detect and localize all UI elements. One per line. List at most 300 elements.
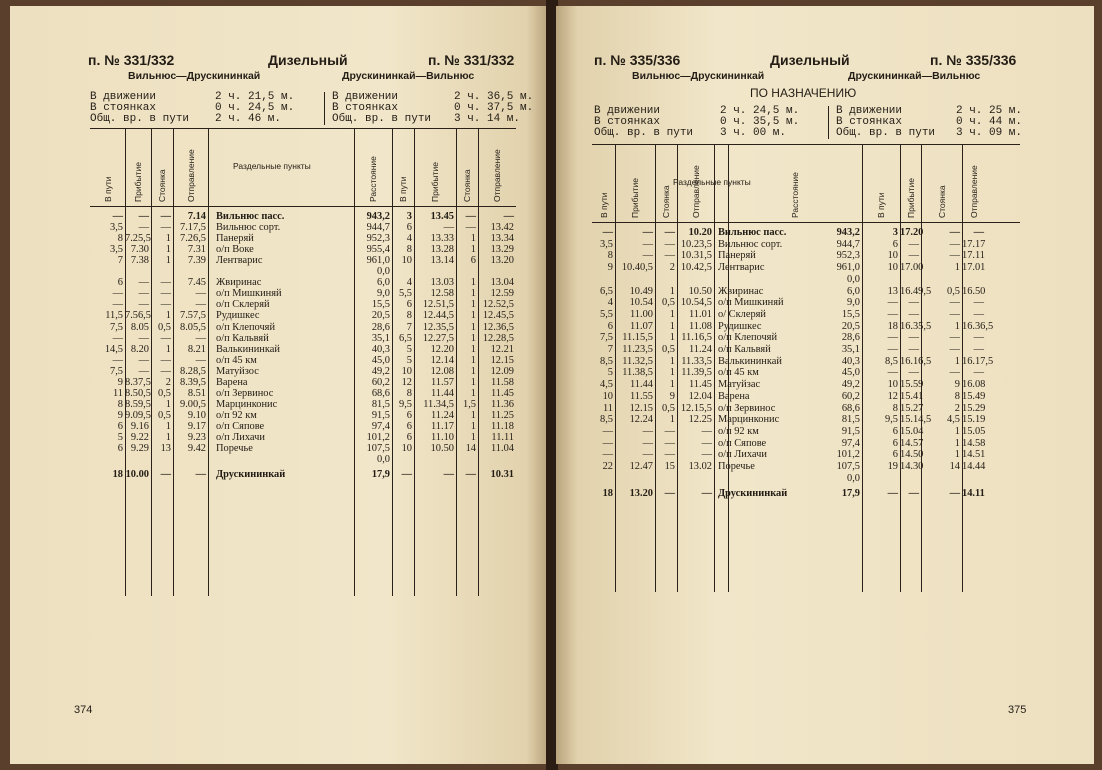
- cell-distance: 107,5: [836, 461, 860, 472]
- cell-travel-out: 11: [602, 402, 613, 414]
- cell-distance: 17,9: [371, 469, 390, 481]
- column-header: Прибытие: [430, 162, 440, 202]
- table-row: [556, 345, 1094, 355]
- cell-travel-out: 8,5: [600, 414, 613, 426]
- cell-travel-out: 8: [117, 398, 123, 410]
- cell-distance: 943,2: [836, 227, 860, 238]
- column-header: Стоянка: [462, 169, 472, 202]
- cell-travel-ret: 6,5: [399, 332, 412, 344]
- cell-departure-out: 7.57,5: [180, 310, 206, 322]
- cell-arrival-out: 7.30: [130, 244, 149, 256]
- table-row: [10, 422, 548, 432]
- header-stations: Раздельные пункты: [233, 161, 311, 171]
- table-row: [556, 439, 1094, 449]
- cell-arrival-out: 9.16: [130, 420, 149, 432]
- cell-station: Лентварис: [216, 255, 263, 267]
- column-header: Отправление: [492, 149, 502, 202]
- cell-departure-ret: 17.17: [962, 238, 986, 250]
- cell-stop-out: —: [160, 332, 171, 344]
- column-header: Расстояние: [790, 172, 800, 218]
- table-row: [556, 228, 1094, 238]
- cell-departure-out: 7.31: [187, 244, 206, 256]
- cell-travel-out: —: [112, 211, 123, 222]
- cell-stop-out: —: [160, 365, 171, 377]
- cell-arrival-out: —: [138, 354, 149, 366]
- cell-departure-ret: 11.04: [491, 443, 514, 455]
- cell-arrival-out: —: [642, 227, 653, 238]
- table-row: [556, 392, 1094, 402]
- cell-arrival-ret: 12.35,5: [422, 321, 454, 333]
- cell-departure-out: —: [195, 354, 206, 366]
- cell-travel-ret: 6: [892, 437, 898, 449]
- cell-distance: 101,2: [836, 449, 860, 461]
- cell-station: Панеряй: [718, 250, 756, 262]
- cell-travel-ret: 5,5: [399, 288, 412, 300]
- cell-stop-out: 1: [165, 343, 171, 355]
- table-row: [10, 300, 548, 310]
- header-stations: Раздельные пункты: [673, 177, 751, 187]
- cell-arrival-out: —: [138, 277, 149, 289]
- cell-arrival-out: 11.07: [630, 320, 653, 332]
- cell-stop-out: —: [664, 250, 675, 262]
- cell-arrival-out: 12.15: [629, 402, 653, 414]
- cell-travel-out: 6: [117, 443, 123, 455]
- cell-travel-ret: 10: [887, 250, 898, 262]
- cell-arrival-out: —: [138, 299, 149, 311]
- summary-ret-label: Общ. вр. в пути: [332, 113, 432, 125]
- cell-stop-ret: —: [949, 344, 960, 355]
- cell-distance: 943,2: [366, 211, 390, 222]
- cell-arrival-ret: —: [908, 250, 919, 262]
- cell-departure-out: 7.39: [187, 255, 206, 267]
- cell-travel-ret: 19: [887, 461, 898, 472]
- train-number-left: п. № 335/336: [594, 52, 681, 68]
- cell-distance: 35,1: [841, 344, 860, 355]
- cell-stop-out: —: [160, 211, 171, 222]
- table-row: [10, 311, 548, 321]
- cell-distance: 6,0: [377, 277, 390, 289]
- cell-stop-ret: —: [949, 238, 960, 250]
- cell-arrival-out: 10.54: [629, 297, 653, 309]
- cell-travel-ret: 4: [406, 233, 412, 245]
- cell-travel-out: 9: [607, 262, 613, 274]
- cell-travel-ret: 6: [892, 238, 898, 250]
- cell-arrival-out: 8.50,5: [125, 387, 151, 399]
- cell-arrival-out: 7.56,5: [125, 310, 151, 322]
- cell-departure-out: —: [701, 425, 712, 437]
- cell-station: Марцинконис: [216, 398, 278, 410]
- cell-arrival-out: 8.59,5: [125, 398, 151, 410]
- cell-arrival-out: 10.49: [629, 285, 653, 297]
- cell-station: Поречье: [216, 443, 253, 455]
- cell-departure-out: 11.08: [689, 320, 712, 332]
- cell-travel-ret: 6: [406, 420, 412, 432]
- cell-departure-out: 7.17,5: [180, 222, 206, 234]
- cell-arrival-ret: 12.14: [430, 354, 454, 366]
- cell-stop-out: 1: [669, 308, 675, 320]
- summary-ret-label: В движении: [332, 91, 399, 103]
- cell-departure-ret: —: [973, 227, 984, 238]
- cell-station: Матуйзас: [718, 379, 761, 391]
- cell-stop-out: 9: [669, 390, 675, 402]
- table-row: [10, 245, 548, 255]
- cell-departure-ret: 15.49: [962, 390, 986, 402]
- cell-travel-ret: 10: [401, 443, 412, 455]
- cell-travel-ret: —: [887, 488, 898, 500]
- schedule-note: ПО НАЗНАЧЕНИЮ: [750, 86, 857, 100]
- cell-travel-ret: 6: [892, 449, 898, 461]
- cell-travel-ret: 10: [401, 365, 412, 377]
- cell-distance: 944,7: [366, 222, 390, 234]
- page-number: 375: [1008, 704, 1027, 716]
- cell-departure-out: 11.45: [689, 379, 712, 391]
- table-top-rule: [90, 128, 516, 129]
- table-row: [10, 444, 548, 454]
- table-row: [10, 411, 548, 421]
- table-row: [556, 368, 1094, 378]
- cell-stop-ret: 1: [470, 288, 476, 300]
- summary-out-value: 3 ч. 00 м.: [720, 127, 787, 139]
- cell-arrival-ret: 16.49,5: [900, 285, 932, 297]
- cell-arrival-out: 11.38,5: [622, 367, 653, 379]
- cell-stop-out: —: [160, 288, 171, 300]
- cell-station: Валькининкай: [216, 343, 280, 355]
- cell-stop-out: 1: [165, 233, 171, 245]
- summary-ret-value: 3 ч. 09 м.: [956, 127, 1023, 139]
- table-row: [10, 400, 548, 410]
- cell-departure-out: 8.28,5: [180, 365, 206, 377]
- cell-station: о/ Склеряй: [718, 308, 766, 320]
- cell-departure-out: 10.54,5: [680, 297, 712, 309]
- cell-station: Варена: [216, 376, 248, 388]
- cell-stop-ret: —: [949, 488, 960, 500]
- cell-departure-out: —: [195, 299, 206, 311]
- cell-travel-out: 8: [607, 250, 613, 262]
- cell-distance: 952,3: [366, 233, 390, 245]
- cell-arrival-out: —: [642, 449, 653, 461]
- cell-travel-out: 7,5: [110, 321, 123, 333]
- cell-departure-ret: 16.50: [962, 285, 986, 297]
- cell-travel-out: 4,5: [600, 379, 613, 391]
- cell-arrival-out: —: [642, 425, 653, 437]
- cell-stop-out: 1: [669, 355, 675, 367]
- cell-distance: 944,7: [836, 238, 860, 250]
- table-row: [10, 356, 548, 366]
- cell-stop-ret: 1: [470, 332, 476, 344]
- cell-stop-out: —: [664, 449, 675, 461]
- cell-arrival-ret: 17.20: [900, 227, 924, 238]
- cell-stop-out: 1: [165, 310, 171, 322]
- cell-stop-ret: 1: [470, 321, 476, 333]
- cell-arrival-out: —: [138, 288, 149, 300]
- cell-arrival-out: 10.00: [125, 469, 149, 481]
- cell-stop-ret: 1: [470, 432, 476, 443]
- cell-arrival-out: 8.05: [130, 321, 149, 333]
- cell-stop-ret: 1: [470, 409, 476, 421]
- route-return: Друскининкай—Вильнюс: [342, 70, 475, 82]
- cell-stop-ret: 8: [954, 390, 960, 402]
- cell-travel-ret: 6: [406, 222, 412, 234]
- cell-station: Вильнюс сорт.: [718, 238, 783, 250]
- cell-departure-ret: 16.08: [962, 379, 986, 391]
- cell-departure-ret: 13.20: [490, 255, 514, 267]
- cell-distance: 49,2: [371, 365, 390, 377]
- cell-travel-ret: 18: [887, 320, 898, 332]
- table-head-rule: [90, 206, 516, 207]
- cell-stop-out: 0,5: [158, 321, 171, 333]
- cell-stop-ret: 1: [470, 343, 476, 355]
- cell-distance: 40,3: [371, 343, 390, 355]
- cell-distance: 81,5: [841, 414, 860, 426]
- cell-travel-ret: 3: [406, 211, 412, 222]
- cell-stop-ret: —: [465, 211, 476, 222]
- cell-arrival-ret: —: [908, 238, 919, 250]
- cell-station: о/п 92 км: [216, 409, 257, 421]
- cell-departure-out: —: [195, 469, 206, 481]
- train-number-right: п. № 331/332: [428, 52, 515, 68]
- summary-ret-value: 2 ч. 36,5 м.: [454, 91, 534, 103]
- cell-departure-ret: —: [973, 297, 984, 309]
- cell-departure-ret: 15.05: [962, 425, 986, 437]
- table-row: [556, 489, 1094, 499]
- cell-travel-out: —: [112, 288, 123, 300]
- cell-travel-out: —: [602, 227, 613, 238]
- cell-arrival-out: 12.47: [629, 461, 653, 472]
- summary-ret-label: В стоянках: [836, 116, 903, 128]
- cell-distance: 91,5: [841, 425, 860, 437]
- cell-stop-ret: 9: [954, 379, 960, 391]
- cell-station: о/п Кальвяй: [216, 332, 269, 344]
- cell-stop-out: —: [664, 238, 675, 250]
- cell-arrival-ret: 11.10: [431, 432, 454, 443]
- summary-ret-label: В движении: [836, 105, 903, 117]
- cell-station: Рудишкес: [216, 310, 260, 322]
- cell-departure-out: 10.31,5: [680, 250, 712, 262]
- cell-station: Жвиринас: [718, 285, 764, 297]
- column-header: Стоянка: [661, 185, 671, 218]
- cell-stop-out: —: [160, 222, 171, 234]
- cell-stop-out: 1: [669, 332, 675, 344]
- cell-departure-ret: 14.11: [962, 488, 985, 500]
- cell-arrival-ret: 12.58: [430, 288, 454, 300]
- cell-arrival-out: —: [138, 365, 149, 377]
- cell-stop-ret: 1: [470, 310, 476, 322]
- cell-travel-out: 6: [607, 320, 613, 332]
- cell-arrival-out: 11.32,5: [622, 355, 653, 367]
- cell-arrival-ret: 13.03: [430, 277, 454, 289]
- cell-station: о/п Лихачи: [216, 432, 265, 443]
- table-row: [556, 462, 1094, 472]
- cell-arrival-out: 10.40,5: [621, 262, 653, 274]
- cell-departure-ret: —: [973, 367, 984, 379]
- cell-arrival-ret: 10.50: [430, 443, 454, 455]
- cell-stop-out: 1: [165, 398, 171, 410]
- summary-ret-value: 2 ч. 25 м.: [956, 105, 1023, 117]
- table-row: [556, 298, 1094, 308]
- train-number-left: п. № 331/332: [88, 52, 175, 68]
- cell-arrival-ret: 14.30: [900, 461, 924, 472]
- cell-stop-out: —: [160, 469, 171, 481]
- column-header: Расстояние: [368, 156, 378, 202]
- cell-departure-out: 10.20: [688, 227, 712, 238]
- cell-stop-out: 0,5: [662, 402, 675, 414]
- cell-departure-out: 9.10: [187, 409, 206, 421]
- cell-departure-out: 9.23: [187, 432, 206, 443]
- cell-station: о/п Зервинос: [216, 387, 274, 399]
- cell-arrival-ret: 17.00: [900, 262, 924, 274]
- cell-arrival-out: 11.55: [630, 390, 653, 402]
- cell-distance: 68,6: [371, 387, 390, 399]
- cell-travel-out: 5,5: [600, 308, 613, 320]
- cell-stop-ret: 1: [470, 354, 476, 366]
- cell-travel-out: 6: [117, 420, 123, 432]
- train-kind: Дизельный: [770, 52, 850, 68]
- cell-stop-out: 2: [669, 262, 675, 274]
- cell-departure-out: 10.42,5: [680, 262, 712, 274]
- cell-arrival-ret: —: [908, 297, 919, 309]
- summary-out-value: 0 ч. 24,5 м.: [215, 102, 295, 114]
- cell-distance: 45,0: [841, 367, 860, 379]
- cell-distance: 28,6: [841, 332, 860, 344]
- cell-arrival-ret: —: [443, 222, 454, 234]
- table-row: [556, 404, 1094, 414]
- cell-travel-out: 3,5: [110, 222, 123, 234]
- cell-travel-out: —: [602, 449, 613, 461]
- cell-departure-ret: 14.51: [962, 449, 986, 461]
- cell-travel-out: 4: [607, 297, 613, 309]
- cell-arrival-ret: —: [908, 332, 919, 344]
- cell-travel-ret: 13: [887, 285, 898, 297]
- summary-out-label: Общ. вр. в пути: [90, 113, 190, 125]
- summary-out-label: В движении: [594, 105, 661, 117]
- cell-arrival-ret: —: [908, 367, 919, 379]
- cell-arrival-ret: 13.28: [430, 244, 454, 256]
- cell-distance: 6,0: [847, 285, 860, 297]
- cell-travel-ret: 10: [401, 255, 412, 267]
- cell-station: Варена: [718, 390, 750, 402]
- cell-arrival-out: —: [138, 222, 149, 234]
- cell-stop-out: —: [664, 437, 675, 449]
- cell-stop-out: —: [160, 299, 171, 311]
- cell-stop-out: 2: [165, 376, 171, 388]
- cell-departure-out: —: [701, 488, 712, 500]
- cell-departure-out: 11.24: [689, 344, 712, 355]
- cell-stop-out: —: [160, 277, 171, 289]
- cell-distance: 97,4: [371, 420, 390, 432]
- cell-departure-out: 8.21: [187, 343, 206, 355]
- cell-arrival-out: 11.00: [630, 308, 653, 320]
- cell-arrival-out: 11.23,5: [622, 344, 653, 355]
- cell-departure-ret: 14.44: [962, 461, 986, 472]
- cell-station: Рудишкес: [718, 320, 762, 332]
- cell-station: Друскининкай: [216, 469, 286, 481]
- cell-arrival-out: —: [138, 332, 149, 344]
- cell-arrival-ret: 15.59: [900, 379, 924, 391]
- cell-distance: 9,0: [847, 297, 860, 309]
- table-row: [556, 251, 1094, 261]
- cell-distance: 101,2: [366, 432, 390, 443]
- cell-stop-out: 1: [165, 244, 171, 256]
- column-header: В пути: [398, 176, 408, 202]
- cell-distance: 20,5: [371, 310, 390, 322]
- cell-station: о/п Мишкиняй: [216, 288, 282, 300]
- cell-stop-ret: —: [949, 297, 960, 309]
- cell-departure-out: 8.05,5: [180, 321, 206, 333]
- cell-distance: 15,5: [841, 308, 860, 320]
- table-row: [10, 389, 548, 399]
- cell-arrival-out: 8.20: [130, 343, 149, 355]
- cell-stop-ret: 0,5: [947, 285, 960, 297]
- cell-arrival-ret: 11.44: [431, 387, 454, 399]
- cell-departure-ret: —: [973, 344, 984, 355]
- table-row: [10, 212, 548, 222]
- cell-travel-out: —: [112, 332, 123, 344]
- cell-departure-ret: 13.29: [490, 244, 514, 256]
- summary-ret-value: 0 ч. 44 м.: [956, 116, 1023, 128]
- cell-departure-ret: —: [503, 211, 514, 222]
- cell-travel-ret: 9,5: [885, 414, 898, 426]
- cell-arrival-out: —: [642, 250, 653, 262]
- cell-arrival-ret: 13.33: [430, 233, 454, 245]
- cell-departure-out: 11.01: [689, 308, 712, 320]
- cell-arrival-ret: —: [443, 469, 454, 481]
- cell-arrival-out: —: [642, 238, 653, 250]
- cell-distance: 952,3: [836, 250, 860, 262]
- cell-departure-ret: 12.36,5: [482, 321, 514, 333]
- cell-travel-out: 5: [117, 432, 123, 443]
- summary-out-label: В движении: [90, 91, 157, 103]
- summary-ret-value: 0 ч. 37,5 м.: [454, 102, 534, 114]
- cell-arrival-ret: 12.51,5: [422, 299, 454, 311]
- cell-stop-out: 1: [669, 367, 675, 379]
- cell-stop-out: —: [664, 488, 675, 500]
- cell-departure-ret: 11.25: [491, 409, 514, 421]
- table-row: [556, 450, 1094, 460]
- cell-travel-out: 18: [602, 488, 613, 500]
- cell-distance: 0,0: [847, 472, 860, 484]
- cell-departure-ret: 11.36: [491, 398, 514, 410]
- cell-arrival-ret: 13.45: [430, 211, 454, 222]
- cell-stop-ret: 1: [470, 244, 476, 256]
- column-header: В пути: [876, 192, 886, 218]
- cell-travel-out: 11: [112, 387, 123, 399]
- cell-departure-out: 7.26,5: [180, 233, 206, 245]
- cell-travel-out: 8: [117, 233, 123, 245]
- cell-arrival-ret: 12.20: [430, 343, 454, 355]
- cell-departure-ret: 11.58: [491, 376, 514, 388]
- cell-distance: 107,5: [366, 443, 390, 455]
- page-number: 374: [74, 704, 93, 716]
- column-header: Стоянка: [157, 169, 167, 202]
- cell-stop-out: 1: [669, 414, 675, 426]
- cell-stop-ret: 1: [470, 420, 476, 432]
- cell-stop-out: 1: [165, 255, 171, 267]
- cell-departure-out: 12.25: [688, 414, 712, 426]
- summary-ret-value: 3 ч. 14 м.: [454, 113, 521, 125]
- train-kind: Дизельный: [268, 52, 348, 68]
- cell-travel-ret: 4: [406, 277, 412, 289]
- cell-stop-ret: 1: [954, 262, 960, 274]
- cell-distance: 17,9: [841, 488, 860, 500]
- cell-stop-ret: 6: [470, 255, 476, 267]
- column-header: Отправление: [969, 165, 979, 218]
- route-return: Друскининкай—Вильнюс: [848, 70, 981, 82]
- cell-arrival-out: 7.25,5: [125, 233, 151, 245]
- cell-travel-out: 5: [607, 367, 613, 379]
- cell-stop-ret: —: [949, 227, 960, 238]
- cell-arrival-out: 9.29: [130, 443, 149, 455]
- cell-departure-out: 8.51: [187, 387, 206, 399]
